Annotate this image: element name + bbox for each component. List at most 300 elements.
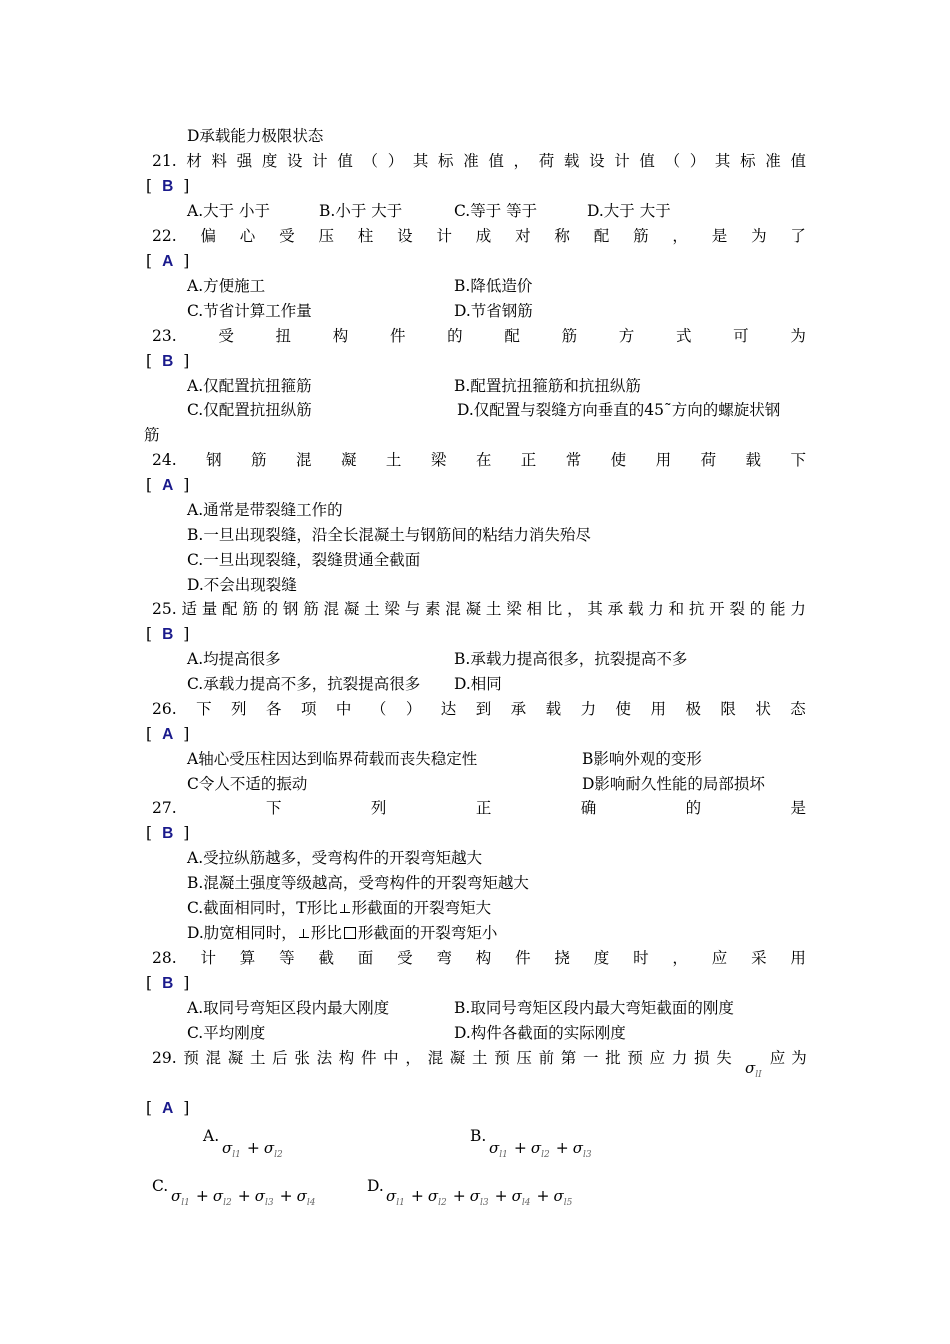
option-label: A. xyxy=(203,1127,220,1145)
answer-letter: A xyxy=(162,726,174,743)
stem-char: 值 xyxy=(488,152,504,170)
stem-char: 第 xyxy=(560,1049,577,1067)
stem-char: 构 xyxy=(475,949,492,967)
stem-char: 心 xyxy=(239,227,256,245)
answer-letter: B xyxy=(162,825,174,842)
stem-char: 力 xyxy=(790,600,806,618)
stem-char: 中 xyxy=(335,700,352,718)
stem-char: 准 xyxy=(463,152,479,170)
option: A.大于 小于 xyxy=(187,202,271,220)
question-number: 27. xyxy=(152,799,177,817)
option-c xyxy=(187,898,491,918)
stem-char: （ xyxy=(362,152,379,170)
stem-char: 的 xyxy=(447,327,463,345)
question-number: 26. xyxy=(152,700,177,718)
answer-bracket xyxy=(146,176,189,197)
stem-char: 计 xyxy=(200,949,216,967)
bracket-open: [ xyxy=(146,252,153,270)
bracket-close: ] xyxy=(183,476,190,494)
answer-letter: B xyxy=(162,626,174,643)
option-text: 形比 xyxy=(310,924,342,942)
bracket-open: [ xyxy=(146,476,153,494)
stem-char: 凝 xyxy=(465,600,482,618)
stem-char: 极 xyxy=(685,700,701,718)
stem-char: 土 xyxy=(249,1049,266,1067)
stem-char: 强 xyxy=(236,152,253,170)
stem-char: 力 xyxy=(671,1049,688,1067)
stem-char: ， xyxy=(405,1049,421,1067)
answer-bracket xyxy=(146,973,189,994)
stem-char: 钢 xyxy=(282,600,299,618)
question-number: 29. xyxy=(152,1049,177,1067)
stem-char: 扭 xyxy=(275,327,292,345)
stem-char: 预 xyxy=(627,1049,643,1067)
stem-char: 使 xyxy=(610,451,627,469)
stem-char: 截 xyxy=(318,949,334,967)
stem-char: ） xyxy=(387,152,404,170)
stem-char: 面 xyxy=(357,949,374,967)
stem-char: 算 xyxy=(239,949,256,967)
stem-char: 梁 xyxy=(506,600,522,618)
stem-char: ） xyxy=(405,700,422,718)
option: D影响耐久性能的局部损坏 xyxy=(582,775,765,793)
stem-char: 应 xyxy=(649,1049,666,1067)
sigma-symbol: σ xyxy=(489,1139,500,1157)
stem-char: 件 xyxy=(389,327,406,345)
stem-char: 其 xyxy=(587,600,603,618)
stem-char: 预 xyxy=(494,1049,510,1067)
stem-char: 筋 xyxy=(303,600,319,618)
bracket-close: ] xyxy=(183,725,190,743)
sigma-symbol: σ xyxy=(296,1187,307,1205)
stem-char: 式 xyxy=(675,327,692,345)
option: B.小于 大于 xyxy=(319,202,403,220)
subscript: l3 xyxy=(264,1198,274,1208)
subscript: l3 xyxy=(479,1198,489,1208)
bracket-close: ] xyxy=(183,177,190,195)
option: C.承载力提高不多，抗裂提高很多 xyxy=(187,675,421,693)
answer-letter: A xyxy=(162,477,174,494)
answer-bracket xyxy=(146,475,189,496)
option: C.仅配置抗扭纵筋 xyxy=(187,401,312,419)
option: 筋 xyxy=(144,426,160,444)
option: C.节省计算工作量 xyxy=(187,302,312,320)
option: C.平均刚度 xyxy=(187,1024,266,1042)
stem-char: 混 xyxy=(323,600,340,618)
stem-char: 能 xyxy=(770,600,786,618)
stem-char: 承 xyxy=(607,600,624,618)
stem-char: 力 xyxy=(580,700,597,718)
plus-sign: + xyxy=(246,1139,260,1157)
stem-char: 态 xyxy=(790,700,806,718)
stem-char: 是 xyxy=(790,799,806,817)
stem-char: 预 xyxy=(183,1049,199,1067)
stem-char: 标 xyxy=(438,152,454,170)
stem-char: 常 xyxy=(565,451,582,469)
stem-char: 挠 xyxy=(554,949,570,967)
stem-char: 方 xyxy=(618,327,635,345)
subscript: l2 xyxy=(223,1198,232,1208)
option: A.取同号弯矩区段内最大刚度 xyxy=(187,999,390,1017)
bracket-open: [ xyxy=(146,177,153,195)
question-stem xyxy=(152,798,806,818)
stem-char: 相 xyxy=(526,600,542,618)
stem-char: 张 xyxy=(294,1049,310,1067)
stem-char: 列 xyxy=(231,700,247,718)
stem-char: 损 xyxy=(694,1049,710,1067)
stem-char: 达 xyxy=(440,700,457,718)
stem-char: 和 xyxy=(668,600,685,618)
bracket-open: [ xyxy=(146,824,153,842)
stem-char: 土 xyxy=(385,451,402,469)
subscript: l5 xyxy=(563,1198,573,1208)
stem-char: 用 xyxy=(655,451,672,469)
stem-char: 量 xyxy=(201,600,218,618)
formula xyxy=(489,1138,594,1165)
question-number: 25. xyxy=(152,600,177,618)
stem-char: 素 xyxy=(425,600,441,618)
stem-char: 确 xyxy=(580,799,597,817)
stem-char: 压 xyxy=(318,227,334,245)
answer-letter: B xyxy=(162,178,174,195)
stem-char: ， xyxy=(567,600,583,618)
stem-char: 开 xyxy=(709,600,725,618)
bracket-close: ] xyxy=(183,824,190,842)
stem-char: 状 xyxy=(755,700,771,718)
sigma-symbol: σ xyxy=(530,1139,542,1157)
stem-char: 计 xyxy=(312,152,328,170)
stem-char: 载 xyxy=(627,600,644,618)
stem-char: ） xyxy=(689,152,706,170)
question-number: 22. xyxy=(152,227,177,245)
sigma-symbol: σ xyxy=(511,1187,522,1205)
stem-char: 土 xyxy=(471,1049,488,1067)
stem-char: ， xyxy=(513,152,530,170)
subscript: l4 xyxy=(306,1198,316,1208)
stem-char: 计 xyxy=(614,152,630,170)
stem-char: 一 xyxy=(583,1049,599,1067)
plus-sign: + xyxy=(536,1187,550,1205)
option: B.降低造价 xyxy=(454,277,533,295)
subscript: l2 xyxy=(274,1150,283,1160)
option: A.通常是带裂缝工作的 xyxy=(187,501,343,519)
stem-char: 其 xyxy=(412,152,429,170)
sigma-symbol: σ xyxy=(222,1139,233,1157)
answer-bracket xyxy=(146,724,189,745)
stem-char: 列 xyxy=(370,799,387,817)
stem-char: 配 xyxy=(222,600,238,618)
answer-bracket xyxy=(146,624,189,645)
stem-char: 度 xyxy=(261,152,278,170)
stem-char: 用 xyxy=(790,949,806,967)
question-stem xyxy=(152,326,806,346)
answer-letter: A xyxy=(162,253,174,270)
stem-char: 到 xyxy=(475,700,492,718)
stem-char: 荷 xyxy=(700,451,717,469)
option: D.仅配置与裂缝方向垂直的45˜方向的螺旋状钢 xyxy=(457,401,781,419)
rectangle-section-icon xyxy=(344,927,356,939)
stem-char: 在 xyxy=(475,451,492,469)
inverted-t-section-icon xyxy=(299,929,309,939)
stem-tail xyxy=(745,1048,813,1080)
stem-char: 件 xyxy=(360,1049,377,1067)
stem-char: 称 xyxy=(554,227,570,245)
formula xyxy=(171,1186,317,1213)
stem-char: 时 xyxy=(633,949,649,967)
sigma-symbol: σ xyxy=(263,1139,275,1157)
option: B.取同号弯矩区段内最大弯矩截面的刚度 xyxy=(454,999,734,1017)
stem-char: 压 xyxy=(516,1049,532,1067)
stem-char: 其 xyxy=(714,152,731,170)
answer-bracket xyxy=(146,823,189,844)
option: A.仅配置抗扭箍筋 xyxy=(187,377,312,395)
option-label: C. xyxy=(152,1177,169,1195)
stem-char: 混 xyxy=(296,451,312,469)
question-number: 23. xyxy=(152,327,177,345)
answer-bracket xyxy=(146,351,189,372)
option: B.配置抗扭箍筋和抗扭纵筋 xyxy=(454,377,641,395)
stem-char: 筋 xyxy=(242,600,258,618)
stem-char: 混 xyxy=(205,1049,222,1067)
stem-char: 前 xyxy=(538,1049,555,1067)
stem-char: 了 xyxy=(790,227,806,245)
plus-sign: + xyxy=(410,1187,424,1205)
subscript: l2 xyxy=(438,1198,447,1208)
stem-char: 土 xyxy=(485,600,502,618)
stem-char: 设 xyxy=(589,152,605,170)
stem-char: 限 xyxy=(720,700,736,718)
stem-char: 载 xyxy=(563,152,580,170)
q20-option-d: D承载能力极限状态 xyxy=(187,127,324,145)
stem-char: 采 xyxy=(751,949,767,967)
stem-char: 弯 xyxy=(436,949,452,967)
option: B.承载力提高很多，抗裂提高不多 xyxy=(454,650,688,668)
stem-char: 是 xyxy=(711,227,728,245)
stem-char: 载 xyxy=(745,451,762,469)
question-stem xyxy=(152,450,806,470)
question-stem xyxy=(152,599,806,619)
option: A轴心受压柱因达到临界荷载而丧失稳定性 xyxy=(187,750,478,768)
sigma-symbol: σ xyxy=(572,1139,583,1157)
bracket-open: [ xyxy=(146,352,153,370)
formula xyxy=(222,1138,285,1165)
stem-char: 使 xyxy=(615,700,632,718)
stem-char: 中 xyxy=(383,1049,399,1067)
option-label: B. xyxy=(470,1127,487,1145)
option: D.大于 大于 xyxy=(587,202,671,220)
answer-bracket xyxy=(146,251,189,272)
stem-char: 承 xyxy=(510,700,527,718)
sigma-symbol: σ xyxy=(254,1187,265,1205)
stem-char: 荷 xyxy=(538,152,555,170)
stem-char: 比 xyxy=(546,600,563,618)
option: C.一旦出现裂缝，裂缝贯通全截面 xyxy=(187,551,421,569)
stem-char: 标 xyxy=(740,152,756,170)
option-text: 形截面的开裂弯矩大 xyxy=(351,899,492,917)
stem-char: 下 xyxy=(790,451,806,469)
answer-letter: A xyxy=(162,1100,174,1117)
stem-char: 裂 xyxy=(729,600,745,618)
stem-char: 受 xyxy=(218,327,234,345)
question-stem xyxy=(152,948,806,968)
option: D.不会出现裂缝 xyxy=(187,576,297,594)
stem-char: （ xyxy=(370,700,387,718)
bracket-open: [ xyxy=(146,725,153,743)
subscript: l1 xyxy=(181,1198,190,1208)
stem-char: ， xyxy=(672,227,688,245)
option-text: D.肋宽相同时， xyxy=(187,924,297,942)
plus-sign: + xyxy=(494,1187,508,1205)
stem-char: 筋 xyxy=(633,227,649,245)
bracket-open: [ xyxy=(146,1099,153,1117)
option-d xyxy=(187,923,497,943)
stem-char: 偏 xyxy=(200,227,216,245)
stem-char: 土 xyxy=(364,600,380,618)
option: D.相同 xyxy=(454,675,502,693)
option: B.一旦出现裂缝，沿全长混凝土与钢筋间的粘结力消失殆尽 xyxy=(187,526,591,544)
stem-char: 值 xyxy=(337,152,353,170)
sigma-symbol: σ xyxy=(427,1187,439,1205)
stem-char: 应 xyxy=(711,949,728,967)
stem-char: 值 xyxy=(790,152,806,170)
stem-char: 抗 xyxy=(688,600,705,618)
answer-bracket xyxy=(146,1098,189,1119)
option: D.构件各截面的实际刚度 xyxy=(454,1024,626,1042)
bracket-close: ] xyxy=(183,1099,190,1117)
bracket-open: [ xyxy=(146,625,153,643)
inverted-t-section-icon xyxy=(340,904,350,914)
question-number: 28. xyxy=(152,949,177,967)
stem-char: 等 xyxy=(279,949,295,967)
bracket-close: ] xyxy=(183,974,190,992)
option-label: D. xyxy=(367,1177,384,1195)
option-text: C.截面相同时，T形比 xyxy=(187,899,338,917)
option: B.混凝土强度等级越高，受弯构件的开裂弯矩越大 xyxy=(187,874,529,892)
stem-char: 受 xyxy=(397,949,413,967)
stem-char: 凝 xyxy=(340,451,357,469)
stem-char: 值 xyxy=(639,152,655,170)
stem-char: 正 xyxy=(475,799,492,817)
stem-char: 设 xyxy=(397,227,413,245)
stem-text: 应为 xyxy=(769,1049,813,1067)
option: C令人不适的振动 xyxy=(187,775,308,793)
plus-sign: + xyxy=(452,1187,466,1205)
stem-char: 凝 xyxy=(449,1049,466,1067)
sigma-symbol: σ xyxy=(469,1187,480,1205)
stem-char: 混 xyxy=(427,1049,444,1067)
plus-sign: + xyxy=(237,1187,251,1205)
question-number: 21. xyxy=(152,152,177,170)
bracket-close: ] xyxy=(183,625,190,643)
stem-char: 梁 xyxy=(384,600,400,618)
formula xyxy=(386,1186,574,1213)
stem-char: 的 xyxy=(262,600,279,618)
bracket-open: [ xyxy=(146,974,153,992)
stem-char: 钢 xyxy=(206,451,222,469)
stem-char: 项 xyxy=(300,700,317,718)
option-text: 形截面的开裂弯矩小 xyxy=(357,924,498,942)
subscript: l2 xyxy=(541,1150,550,1160)
subscript: l4 xyxy=(521,1198,531,1208)
stem-char: 下 xyxy=(266,799,282,817)
stem-char: 法 xyxy=(316,1049,333,1067)
stem-char: 构 xyxy=(332,327,349,345)
plus-sign: + xyxy=(195,1187,209,1205)
option: B影响外观的变形 xyxy=(582,750,702,768)
answer-letter: B xyxy=(162,975,174,992)
stem-char: 正 xyxy=(520,451,537,469)
stem-char: 为 xyxy=(751,227,767,245)
stem-char: 受 xyxy=(279,227,295,245)
stem-char: 下 xyxy=(196,700,212,718)
question-number: 24. xyxy=(152,451,177,469)
stem-char: 各 xyxy=(266,700,282,718)
stem-char: 度 xyxy=(593,949,610,967)
stem-char: 可 xyxy=(733,327,749,345)
subscript: l3 xyxy=(582,1150,592,1160)
stem-char: 对 xyxy=(515,227,531,245)
stem-char: 柱 xyxy=(357,227,374,245)
stem-char: 筋 xyxy=(251,451,267,469)
plus-sign: + xyxy=(279,1187,293,1205)
stem-char: 梁 xyxy=(430,451,447,469)
stem-char: 配 xyxy=(593,227,610,245)
stem-char: 准 xyxy=(765,152,781,170)
stem-char: 构 xyxy=(338,1049,355,1067)
option: A.方便施工 xyxy=(187,277,266,295)
option: A.受拉纵筋越多，受弯构件的开裂弯矩越大 xyxy=(187,849,483,867)
question-stem xyxy=(152,151,806,171)
stem-char: 混 xyxy=(445,600,461,618)
stem-char: 力 xyxy=(648,600,664,618)
stem-char: 凝 xyxy=(343,600,360,618)
stem-char: 载 xyxy=(545,700,562,718)
stem-char: 成 xyxy=(475,227,492,245)
sigma-symbol: σ xyxy=(171,1187,182,1205)
subscript: l1 xyxy=(396,1198,405,1208)
stem-char: 后 xyxy=(272,1049,288,1067)
question-stem xyxy=(152,226,806,246)
subscript: l1 xyxy=(232,1150,241,1160)
subscript: lI xyxy=(755,1070,762,1080)
bracket-close: ] xyxy=(183,252,190,270)
plus-sign: + xyxy=(513,1139,527,1157)
stem-char: 适 xyxy=(181,600,197,618)
question-stem xyxy=(152,699,806,719)
stem-char: 为 xyxy=(790,327,806,345)
stem-char: 料 xyxy=(211,152,227,170)
bracket-close: ] xyxy=(183,352,190,370)
stem-char: 配 xyxy=(504,327,520,345)
stem-char: 的 xyxy=(685,799,702,817)
stem-char: 计 xyxy=(436,227,452,245)
stem-char: 材 xyxy=(186,152,202,170)
sigma-symbol: σ xyxy=(386,1187,397,1205)
stem-char: 筋 xyxy=(561,327,578,345)
subscript: l1 xyxy=(499,1150,508,1160)
sigma-symbol: σ xyxy=(212,1187,224,1205)
answer-letter: B xyxy=(162,353,174,370)
option: A.均提高很多 xyxy=(187,650,281,668)
stem-char: 凝 xyxy=(227,1049,244,1067)
stem-char: （ xyxy=(664,152,681,170)
stem-char: 设 xyxy=(287,152,303,170)
plus-sign: + xyxy=(555,1139,569,1157)
stem-char: 失 xyxy=(716,1049,732,1067)
stem-char: 与 xyxy=(404,600,421,618)
stem-char: 用 xyxy=(650,700,666,718)
stem-char: 批 xyxy=(605,1049,621,1067)
